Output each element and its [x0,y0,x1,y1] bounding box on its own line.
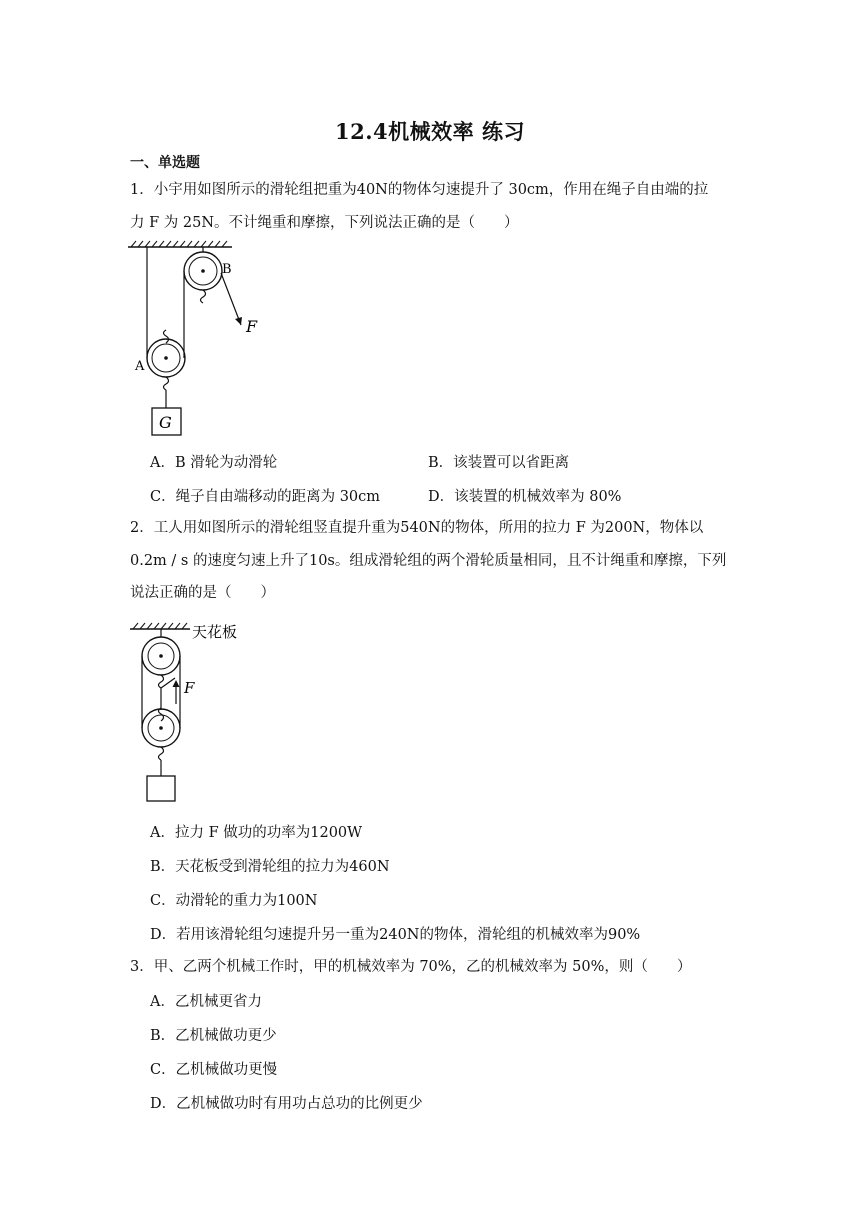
question-1-line-1: 1．小宇用如图所示的滑轮组把重为40N的物体匀速提升了 30cm，作用在绳子自由端的拉 [130,182,709,198]
label-f: F [184,679,195,697]
ceiling-label: 天花板 [192,623,238,641]
q3-option-a[interactable]: A．乙机械更省力 [150,994,262,1010]
page-title: 12.4机械效率 练习 [335,119,525,144]
q2-option-d[interactable]: D．若用该滑轮组匀速提升另一重为240N的物体，滑轮组的机械效率为90% [150,927,641,943]
pulley-diagram-1 [125,240,285,440]
label-a: A [135,359,145,374]
q1-option-c[interactable]: C．绳子自由端移动的距离为 30cm [150,489,381,505]
label-g: G [159,413,172,432]
section-heading: 一、单选题 [130,155,200,171]
pulley-diagram-2 [125,618,275,808]
label-f: F [246,317,258,336]
q3-option-b[interactable]: B．乙机械做功更少 [150,1028,277,1044]
q3-option-c[interactable]: C．乙机械做功更慢 [150,1062,278,1078]
q2-option-c[interactable]: C．动滑轮的重力为100N [150,893,318,909]
question-3-line-1: 3．甲、乙两个机械工作时，甲的机械效率为 70%，乙的机械效率为 50%，则（ ） [130,959,692,975]
q3-option-d[interactable]: D．乙机械做功时有用功占总功的比例更少 [150,1096,423,1112]
q1-option-a[interactable]: A．B 滑轮为动滑轮 [150,455,278,471]
q2-option-b[interactable]: B．天花板受到滑轮组的拉力为460N [150,859,390,875]
q1-option-d[interactable]: D．该装置的机械效率为 80% [428,489,622,505]
question-2-line-3: 说法正确的是（ ） [130,585,275,601]
q1-option-b[interactable]: B．该装置可以省距离 [428,455,570,471]
label-b: B [222,262,232,277]
question-2-line-2: 0.2m / s 的速度匀速上升了10s。组成滑轮组的两个滑轮质量相同，且不计绳重和摩擦，下列 [130,553,727,569]
q2-option-a[interactable]: A．拉力 F 做功的功率为1200W [150,825,363,841]
question-1-line-2: 力 F 为 25N。不计绳重和摩擦，下列说法正确的是（ ） [130,215,519,231]
question-2-line-1: 2．工人用如图所示的滑轮组竖直提升重为540N的物体，所用的拉力 F 为200N，物体以 [130,520,704,536]
